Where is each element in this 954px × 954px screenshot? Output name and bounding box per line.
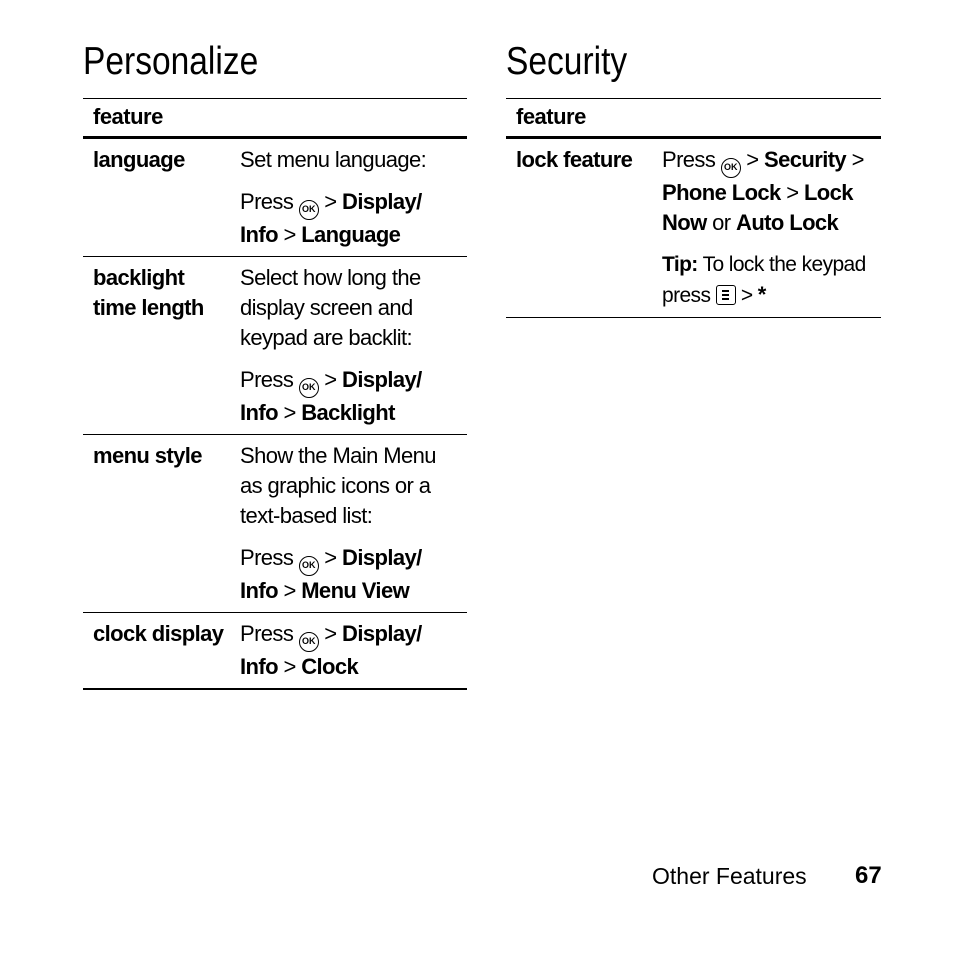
feature-description bbox=[230, 138, 467, 257]
path-item: Display/ Info bbox=[240, 189, 422, 247]
table-row bbox=[83, 138, 467, 257]
footer-section-title: Other Features bbox=[652, 863, 807, 889]
menu-path bbox=[240, 543, 457, 606]
personalize-title: Personalize bbox=[83, 40, 259, 83]
path-item: Auto Lock bbox=[736, 210, 839, 235]
tip-body: To lock the keypad press bbox=[662, 253, 866, 307]
feature-description bbox=[230, 257, 467, 435]
feature-description bbox=[652, 138, 881, 318]
menu-path bbox=[240, 187, 457, 250]
table-header-row bbox=[506, 99, 881, 138]
feature-name: backlight time length bbox=[83, 257, 230, 435]
table-header-row bbox=[83, 99, 467, 138]
security-title: Security bbox=[506, 40, 628, 83]
press-text: Press bbox=[240, 621, 294, 646]
ok-key-icon: OK bbox=[299, 632, 319, 652]
path-item: Lock Now bbox=[662, 180, 853, 235]
path-separator: > bbox=[283, 578, 296, 603]
feature-name: menu style bbox=[83, 435, 230, 613]
press-text: Press bbox=[240, 367, 294, 392]
table-row bbox=[506, 138, 881, 318]
path-separator: > bbox=[283, 400, 296, 425]
security-header: feature bbox=[506, 99, 881, 138]
security-table bbox=[506, 98, 881, 318]
menu-path bbox=[240, 365, 457, 428]
path-item: Backlight bbox=[301, 400, 395, 425]
security-section bbox=[506, 40, 881, 318]
feature-name: lock feature bbox=[506, 138, 652, 318]
path-item: Display/ Info bbox=[240, 621, 422, 679]
path-separator: > bbox=[324, 545, 337, 570]
press-text: Press bbox=[662, 147, 716, 172]
path-item: Clock bbox=[301, 654, 359, 679]
feature-description bbox=[230, 613, 467, 690]
personalize-table bbox=[83, 98, 467, 690]
menu-path bbox=[662, 145, 871, 238]
ok-key-icon: OK bbox=[299, 200, 319, 220]
path-separator: > bbox=[324, 189, 337, 214]
path-separator: > bbox=[324, 367, 337, 392]
path-item: Menu View bbox=[301, 578, 410, 603]
menu-key-icon bbox=[716, 285, 736, 305]
feature-name: language bbox=[83, 138, 230, 257]
ok-key-icon: OK bbox=[299, 556, 319, 576]
personalize-header: feature bbox=[83, 99, 467, 138]
or-text: or bbox=[712, 210, 731, 235]
path-separator: > bbox=[740, 284, 753, 307]
description-text: Select how long the display screen and keypad are backlit: bbox=[240, 265, 421, 350]
press-text: Press bbox=[240, 545, 294, 570]
description-text: Set menu language: bbox=[240, 147, 427, 172]
path-item: Display/ Info bbox=[240, 545, 422, 603]
press-text: Press bbox=[240, 189, 294, 214]
description-text: Show the Main Menu as graphic icons or a text-based list: bbox=[240, 443, 436, 528]
ok-key-icon: OK bbox=[721, 158, 741, 178]
path-separator: > bbox=[851, 147, 864, 172]
path-separator: > bbox=[283, 654, 296, 679]
feature-name: clock display bbox=[83, 613, 230, 690]
path-item: Phone Lock bbox=[662, 180, 781, 205]
page-number: 67 bbox=[855, 862, 882, 889]
table-row bbox=[83, 435, 467, 613]
star-key: * bbox=[757, 282, 766, 307]
path-item: Security bbox=[764, 147, 847, 172]
path-separator: > bbox=[746, 147, 759, 172]
table-row bbox=[83, 613, 467, 690]
path-separator: > bbox=[786, 180, 799, 205]
path-item: Display/ Info bbox=[240, 367, 422, 425]
table-row bbox=[83, 257, 467, 435]
tip-label: Tip: bbox=[662, 253, 698, 276]
menu-path bbox=[240, 619, 457, 682]
path-item: Language bbox=[301, 222, 401, 247]
path-separator: > bbox=[283, 222, 296, 247]
tip-text bbox=[662, 250, 871, 311]
feature-description bbox=[230, 435, 467, 613]
personalize-section bbox=[83, 40, 467, 690]
ok-key-icon: OK bbox=[299, 378, 319, 398]
path-separator: > bbox=[324, 621, 337, 646]
